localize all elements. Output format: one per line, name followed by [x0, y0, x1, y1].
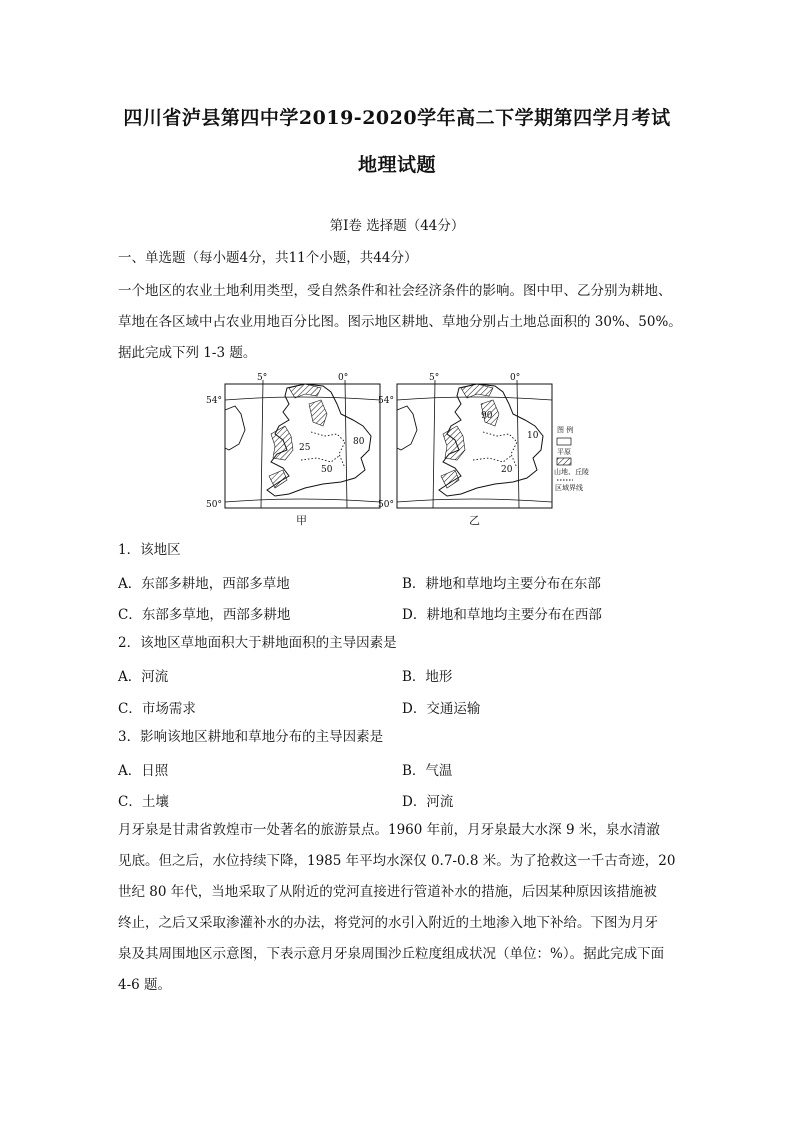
passage2-line: 4-6 题。 — [118, 977, 172, 993]
legend-swatch-plain — [557, 438, 571, 445]
legend-label: 区域界线 — [555, 484, 583, 492]
meridian-line — [345, 380, 347, 508]
meridian-line — [433, 380, 435, 508]
upland-area — [269, 470, 287, 488]
passage2-line: 泉及其周围地区示意图，下表示意月牙泉周围沙丘粒度组成状况（单位：%）。据此完成下面 — [118, 946, 665, 962]
map-caption: 甲 — [296, 514, 307, 527]
region-boundary — [311, 432, 345, 468]
passage2-line: 月牙泉是甘肃省敦煌市一处著名的旅游景点。1960 年前，月牙泉最大水深 9 米，泉水清澈 — [118, 822, 660, 838]
passage1-line: 一个地区的农业土地利用类型，受自然条件和社会经济条件的影响。图中甲、乙分别为耕地、 — [118, 283, 672, 299]
map-value-label: 50 — [321, 465, 333, 475]
option-b[interactable]: B．地形 — [402, 669, 453, 685]
latitude-label: 50° — [378, 500, 394, 510]
option-d[interactable]: D．交通运输 — [402, 701, 481, 717]
upland-area — [443, 426, 465, 460]
region-boundary — [473, 456, 511, 462]
meridian-line — [261, 380, 263, 508]
legend-swatch-upland — [557, 458, 571, 465]
option-b[interactable]: B．气温 — [402, 763, 453, 779]
map-jia — [206, 373, 380, 527]
option-a[interactable]: A．河流 — [118, 669, 169, 685]
map-figure — [205, 370, 589, 530]
coastline-ireland — [397, 406, 417, 450]
map-caption: 乙 — [469, 514, 480, 527]
upland-area — [271, 426, 293, 460]
passage2-line: 见底。但之后，水位持续下降，1985 年平均水深仅 0.7-0.8 米。为了抢救这一千古奇迹，20 — [118, 853, 676, 869]
legend-label: 平原 — [557, 448, 571, 456]
region-boundary — [483, 432, 517, 468]
passage2-line: 世纪 80 年代，当地采取了从附近的党河直接进行管道补水的措施，后因某种原因该措施被 — [118, 884, 657, 900]
legend-title: 图 例 — [557, 426, 574, 434]
map-value-label: 80 — [353, 437, 365, 447]
option-a[interactable]: A．东部多耕地，西部多草地 — [118, 576, 290, 592]
region-boundary — [301, 456, 339, 462]
question-stem: 1．该地区 — [118, 542, 181, 558]
option-d[interactable]: D．耕地和草地均主要分布在西部 — [402, 607, 602, 623]
parallel-line — [397, 499, 552, 502]
meridian-line — [517, 380, 519, 508]
option-c[interactable]: C．东部多草地，西部多耕地 — [118, 607, 291, 623]
longitude-label: 0° — [510, 373, 521, 383]
upland-area — [441, 470, 459, 488]
map-yi — [378, 373, 552, 527]
question-stem: 2．该地区草地面积大于耕地面积的主导因素是 — [118, 635, 397, 651]
map-value-label: 20 — [501, 465, 513, 475]
option-d[interactable]: D．河流 — [402, 794, 454, 810]
longitude-label: 0° — [338, 373, 349, 383]
parallel-line — [225, 499, 380, 502]
option-c[interactable]: C．市场需求 — [118, 701, 196, 717]
upland-area — [309, 400, 327, 426]
latitude-label: 54° — [206, 396, 222, 406]
map-value-label: 25 — [299, 443, 311, 453]
latitude-label: 50° — [206, 500, 222, 510]
passage2-line: 终止，之后又采取渗灌补水的办法，将党河的水引入附近的土地渗入地下补给。下图为月牙 — [118, 915, 658, 931]
map-value-label: 90 — [481, 411, 493, 421]
option-b[interactable]: B．耕地和草地均主要分布在东部 — [402, 576, 601, 592]
map-value-label: 10 — [527, 431, 539, 441]
longitude-label: 5° — [429, 373, 440, 383]
parallel-line — [225, 397, 380, 400]
exam-title: 四川省泸县第四中学2019-2020学年高二下学期第四学月考试 — [123, 107, 671, 129]
coastline-ireland — [225, 406, 245, 450]
option-c[interactable]: C．土壤 — [118, 794, 169, 810]
passage1-line: 据此完成下列 1-3 题。 — [118, 345, 257, 361]
question-stem: 3．影响该地区耕地和草地分布的主导因素是 — [118, 729, 384, 745]
option-a[interactable]: A．日照 — [118, 763, 169, 779]
map-legend — [554, 425, 589, 492]
exam-subject: 地理试题 — [357, 154, 436, 176]
section-heading: 第Ⅰ卷 选择题（44分） — [329, 218, 465, 234]
legend-label: 山地、丘陵 — [554, 468, 589, 476]
map-figure-svg — [205, 370, 589, 530]
latitude-label: 54° — [378, 396, 394, 406]
passage1-line: 草地在各区域中占农业用地百分比图。图示地区耕地、草地分别占土地总面积的 30%、50%。 — [118, 314, 682, 330]
longitude-label: 5° — [257, 373, 268, 383]
section-instructions: 一、单选题（每小题4分，共11个小题，共44分） — [118, 250, 418, 266]
parallel-line — [397, 397, 552, 400]
